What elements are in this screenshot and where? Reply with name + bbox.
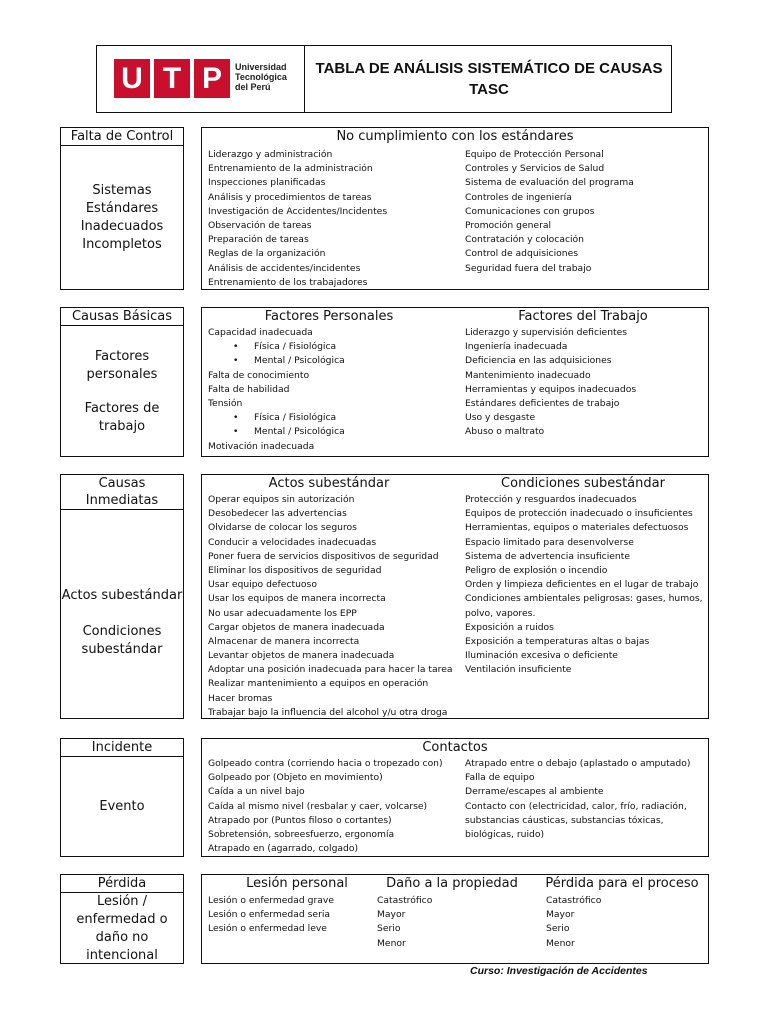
list-item: Adoptar una posición inadecuada para hacer la tarea [208, 664, 453, 676]
process-loss-list [546, 894, 601, 951]
list-item: Sistema de advertencia insuficiente [465, 550, 630, 562]
list-item: Atrapado entre o debajo (aplastado o amputado) [465, 758, 691, 769]
list-item: Entrenamiento de los trabajadores [208, 276, 368, 288]
section-label: Falta de Control [61, 128, 183, 146]
logo-letter-p: P [194, 59, 230, 98]
list-item: Atrapado por (Puntos filoso o cortantes) [208, 814, 392, 826]
list-item: Motivación inadecuada [208, 440, 315, 452]
list-item: Atrapado en (agarrado, colgado) [208, 843, 359, 855]
list-item: Eliminar los dispositivos de seguridad [208, 564, 382, 576]
list-item: Liderazgo y supervisión deficientes [465, 327, 628, 338]
bullet-item: • Física / Fisiológica [208, 411, 345, 425]
list-item: No usar adecuadamente los EPP [208, 607, 357, 619]
substandard-acts-heading: Actos subestándar [268, 476, 390, 491]
list-item: Estándares deficientes de trabajo [465, 397, 620, 409]
list-item: Menor [546, 937, 575, 949]
list-item: Caída a un nivel bajo [208, 786, 305, 798]
list-item: Poner fuera de servicios dispositivos de seguridad [208, 550, 439, 562]
section-description: Factores personales Factores de trabajo [84, 348, 160, 434]
personal-injury-heading: Lesión personal [246, 876, 348, 891]
causas-basicas-box [60, 307, 184, 457]
list-item: Exposición a temperaturas altas o bajas [465, 635, 650, 647]
list-item: Operar equipos sin autorización [208, 494, 355, 505]
list-item: Conducir a velocidades inadecuadas [208, 536, 377, 548]
list-item: Cargar objetos de manera inadecuada [208, 621, 385, 633]
standards-list-left [208, 148, 387, 290]
list-item: Deficiencia en las adquisiciones [465, 355, 612, 367]
list-item: Tensión [208, 397, 243, 409]
incidente-box [60, 738, 184, 857]
list-item: Desobedecer las advertencias [208, 508, 347, 520]
list-item: Mayor [377, 909, 406, 921]
list-item: Catastrófico [546, 895, 602, 906]
list-item: Uso y desgaste [465, 412, 536, 424]
document-header [96, 45, 672, 113]
list-item: Investigación de Accidentes/Incidentes [208, 205, 388, 217]
list-item: Trabajar bajo la influencia del alcohol y/u otra droga [208, 706, 448, 718]
list-item: Exposición a ruidos [465, 621, 554, 633]
list-item: Herramientas y equipos inadecuados [465, 383, 637, 395]
list-item: Contratación y colocación [465, 234, 585, 246]
causas-inmediatas-box [60, 474, 184, 719]
list-item: Golpeado contra (corriendo hacia o tropezado con) [208, 758, 443, 769]
personal-factors-heading: Factores Personales [264, 309, 394, 324]
section-label: Causas Básicas [61, 308, 183, 326]
list-item: Promoción general [465, 219, 552, 231]
list-item: Catastrófico [377, 895, 433, 906]
perdida-box [60, 874, 184, 964]
section-description: Lesión / enfermedad o daño no intencional [76, 893, 168, 963]
list-item: Comunicaciones con grupos [465, 205, 595, 217]
section-label: Incidente [61, 739, 183, 757]
list-item: Abuso o maltrato [465, 426, 545, 438]
list-item: Observación de tareas [208, 219, 312, 231]
section-description: Actos subestándar Condiciones subestándar [61, 588, 183, 657]
list-item: Control de adquisiciones [465, 248, 579, 260]
list-item: Controles de ingeniería [465, 191, 572, 203]
list-item: Mantenimiento inadecuado [465, 369, 591, 381]
list-item: Lesión o enfermedad leve [208, 923, 327, 935]
list-item: Capacidad inadecuada [208, 327, 313, 338]
list-item: Caída al mismo nivel (resbalar y caer, volcarse) [208, 800, 428, 812]
list-item: Entrenamiento de la administración [208, 163, 373, 175]
list-item: Equipos de protección inadecuado o insuficientes [465, 508, 693, 520]
contacts-heading: Contactos [422, 740, 488, 755]
logo-letter-t: T [154, 59, 190, 98]
property-damage-heading: Daño a la propiedad [386, 876, 518, 891]
standards-box [201, 127, 709, 290]
list-item: Realizar mantenimiento a equipos en operación [208, 678, 429, 690]
falta-de-control-box [60, 127, 184, 290]
contacts-list-right [465, 757, 690, 842]
list-item: Reglas de la organización [208, 248, 326, 260]
list-item: Condiciones ambientales peligrosas: gases, humos, [465, 593, 703, 605]
list-item: Contacto con (electricidad, calor, frío, radiación, [465, 800, 687, 812]
utp-logo [97, 46, 305, 112]
list-item: biológicas, ruido) [465, 828, 545, 840]
substandard-conditions-heading: Condiciones subestándar [501, 476, 665, 491]
list-item: Serio [377, 923, 401, 935]
course-footer: Curso: Investigación de Accidentes [470, 965, 648, 977]
personal-factors-list [208, 326, 345, 454]
list-item: Equipo de Protección Personal [465, 149, 604, 160]
losses-box [201, 874, 709, 964]
section-label: Causas Inmediatas [61, 475, 183, 510]
list-item: Olvidarse de colocar los seguros [208, 522, 357, 534]
standards-list-right [465, 148, 634, 276]
list-item: Protección y resguardos inadecuados [465, 494, 637, 505]
list-item: Análisis de accidentes/incidentes [208, 262, 361, 274]
work-factors-list [465, 326, 636, 440]
list-item: Inspecciones planificadas [208, 177, 326, 189]
list-item: Falta de conocimiento [208, 369, 310, 381]
list-item: Orden y limpieza deficientes en el lugar de trabajo [465, 579, 699, 591]
list-item: Preparación de tareas [208, 234, 309, 246]
substandard-acts-list [208, 493, 453, 720]
list-item: Ingeniería inadecuada [465, 341, 568, 353]
list-item: Hacer bromas [208, 692, 273, 704]
list-item: polvo, vapores. [465, 607, 536, 619]
list-item: substancias cáusticas, substancias tóxicas, [465, 814, 664, 826]
list-item: Controles y Servicios de Salud [465, 163, 605, 175]
section-description: Evento [99, 799, 145, 814]
contacts-list-left [208, 757, 443, 856]
section-label: Pérdida [61, 875, 183, 893]
document-title: TABLA DE ANÁLISIS SISTEMÁTICO DE CAUSAS TASC [315, 60, 663, 98]
process-loss-heading: Pérdida para el proceso [545, 876, 699, 891]
list-item: Peligro de explosión o incendio [465, 564, 608, 576]
list-item: Lesión o enfermedad seria [208, 909, 331, 921]
list-item: Usar los equipos de manera incorrecta [208, 593, 386, 605]
list-item: Almacenar de manera incorrecta [208, 635, 360, 647]
bullet-item: • Mental / Psicológica [208, 425, 345, 439]
list-item: Liderazgo y administración [208, 149, 333, 160]
standards-heading: No cumplimiento con los estándares [336, 129, 574, 144]
list-item: Levantar objetos de manera inadecuada [208, 650, 395, 662]
section-description: Sistemas Estándares Inadecuados Incompletos [80, 183, 164, 252]
list-item: Espacio limitado para desenvolverse [465, 536, 634, 548]
personal-injury-list [208, 894, 334, 937]
list-item: Seguridad fuera del trabajo [465, 262, 592, 274]
list-item: Sobretensión, sobreesfuerzo, ergonomía [208, 828, 395, 840]
list-item: Usar equipo defectuoso [208, 579, 317, 591]
list-item: Lesión o enfermedad grave [208, 895, 334, 906]
property-damage-list [377, 894, 432, 951]
list-item: Mayor [546, 909, 575, 921]
list-item: Iluminación excesiva o deficiente [465, 650, 618, 662]
list-item: Menor [377, 937, 406, 949]
basic-causes-box [201, 307, 709, 457]
list-item: Falta de habilidad [208, 383, 290, 395]
university-name: Universidad Tecnológica del Perú [235, 62, 287, 92]
list-item: Herramientas, equipos o materiales defectuosos [465, 522, 689, 534]
work-factors-heading: Factores del Trabajo [518, 309, 648, 324]
list-item: Golpeado por (Objeto en movimiento) [208, 772, 383, 784]
bullet-item: • Mental / Psicológica [208, 354, 345, 368]
list-item: Sistema de evaluación del programa [465, 177, 634, 189]
bullet-item: • Física / Fisiológica [208, 340, 345, 354]
immediate-causes-box [201, 474, 709, 719]
substandard-conditions-list [465, 493, 703, 677]
logo-letter-u: U [114, 59, 150, 98]
list-item: Serio [546, 923, 570, 935]
list-item: Falla de equipo [465, 772, 535, 784]
list-item: Ventilación insuficiente [465, 664, 572, 676]
list-item: Derrame/escapes al ambiente [465, 786, 604, 798]
contacts-box [201, 738, 709, 857]
list-item: Análisis y procedimientos de tareas [208, 191, 372, 203]
